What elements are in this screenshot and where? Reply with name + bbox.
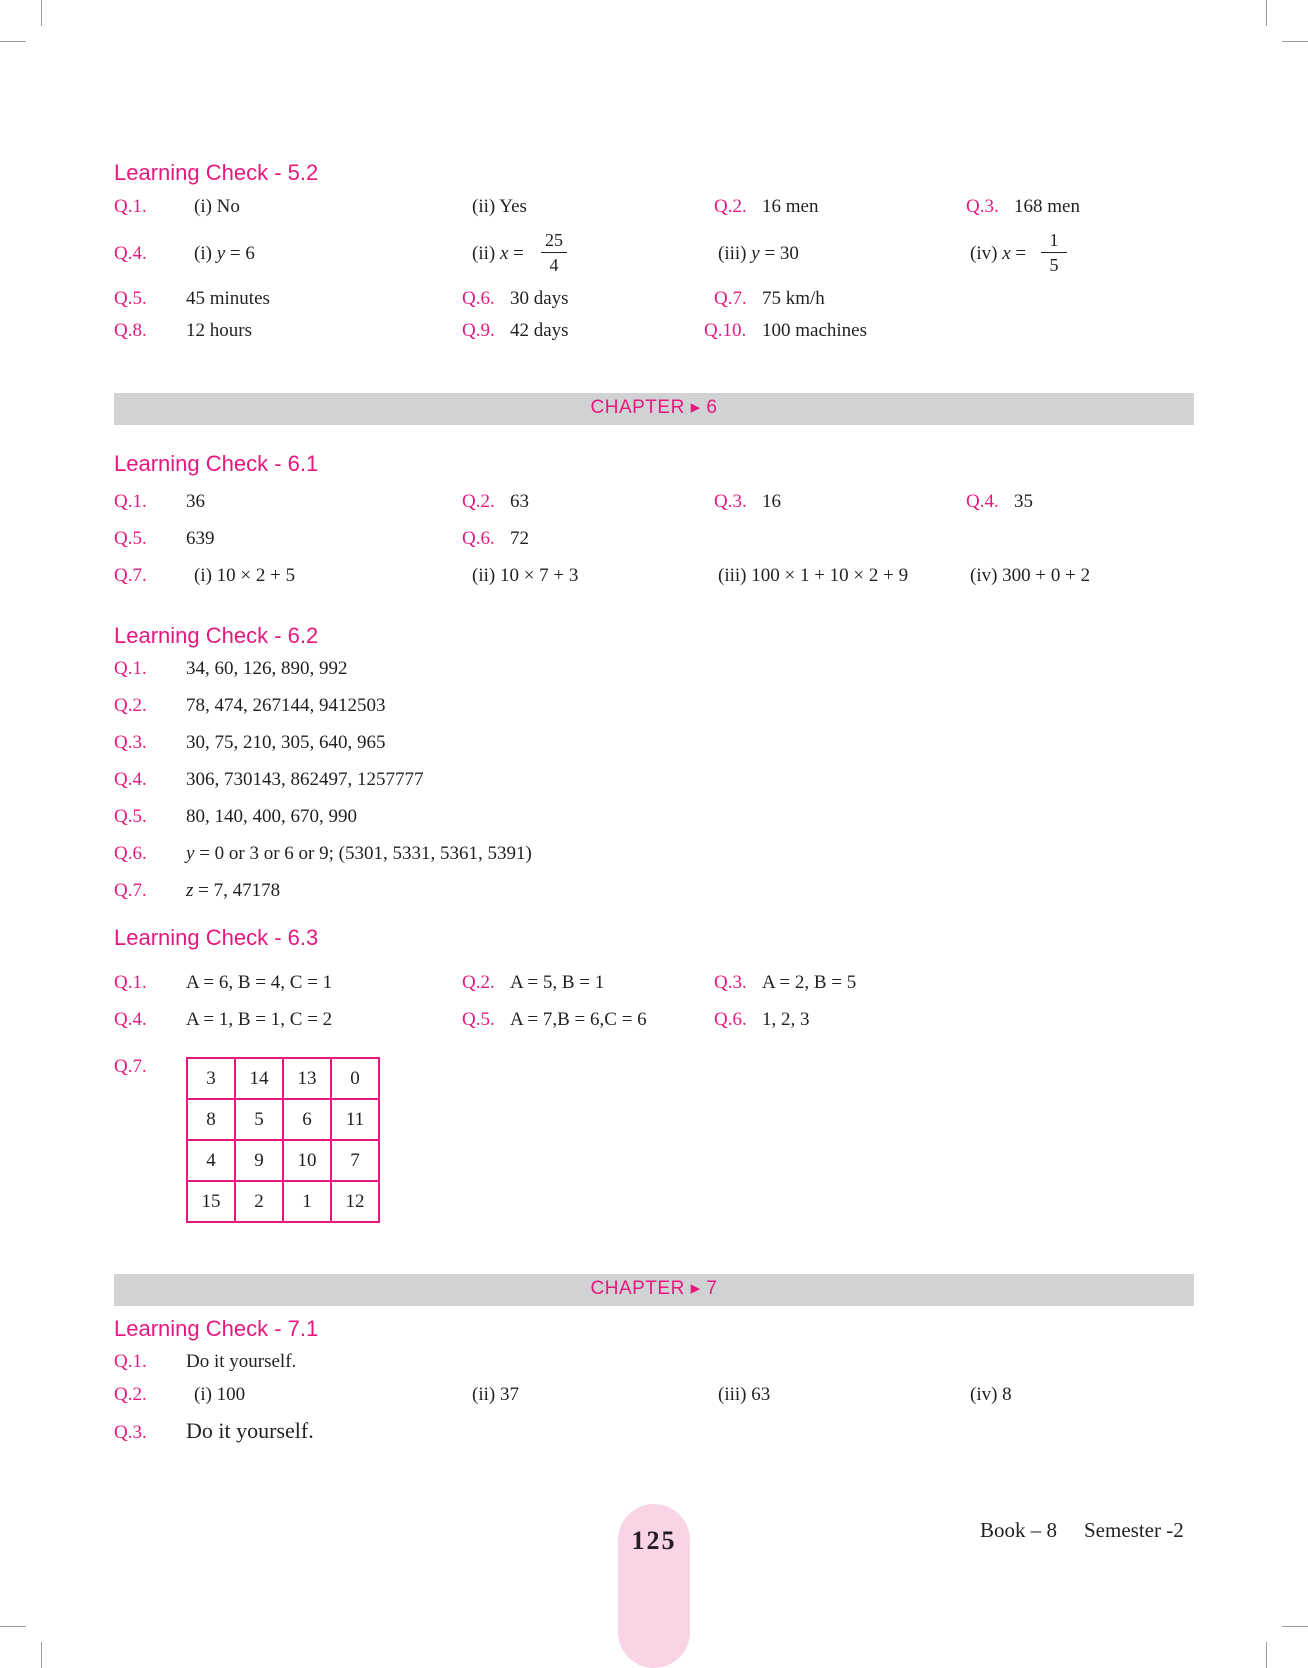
crop-mark [1266,0,1267,26]
fraction-numerator: 1 [1049,230,1059,250]
answer-text: Do it yourself. [186,1418,314,1443]
section-heading-5-2: Learning Check - 5.2 [114,160,319,185]
answer-text: 16 [762,491,781,512]
question-label: Q.3. [714,491,747,512]
question-label: Q.6. [714,1009,747,1030]
answer-text: 42 days [510,320,569,341]
question-label: Q.2. [114,695,147,716]
section-heading-6-3: Learning Check - 6.3 [114,925,319,950]
answer-text: 639 [186,528,215,549]
grid-cell: 2 [235,1181,283,1222]
grid-row [187,1140,379,1181]
answer-text: 100 machines [762,320,868,341]
chapter-word: CHAPTER [590,1278,685,1299]
answer-text: 80, 140, 400, 670, 990 [186,806,357,827]
question-label: Q.1. [114,1351,147,1372]
question-label: Q.6. [462,288,495,309]
fraction [541,229,567,276]
grid-cell: 15 [187,1181,235,1222]
fraction-bar [541,252,567,253]
answer-text: 30 days [510,288,569,309]
answer-text: A = 2, B = 5 [762,972,857,993]
question-label: Q.7. [114,565,147,586]
variable: y [186,843,195,864]
answer-prefix: (iii) [718,243,752,264]
chapter-label [114,1277,1194,1300]
grid-cell: 1 [283,1181,331,1222]
chapter-7-banner [114,1274,1194,1306]
grid-cell: 5 [235,1099,283,1140]
answer-text: (i) 100 [194,1384,246,1405]
variable: y [751,243,760,264]
chapter-number: 6 [706,397,718,418]
question-label: Q.2. [114,1384,147,1405]
answer-text: 16 men [762,196,819,217]
question-label: Q.1. [114,972,147,993]
question-label: Q.5. [114,806,147,827]
variable: z [186,880,194,901]
answer-text: A = 7,B = 6,C = 6 [510,1009,647,1030]
fraction [1041,229,1067,276]
answer-text: 30, 75, 210, 305, 640, 965 [186,732,386,753]
answer-text: (ii) 37 [472,1384,519,1405]
fraction-denominator: 5 [1049,255,1059,275]
question-label: Q.3. [714,972,747,993]
answer-suffix: = [1010,243,1027,264]
question-label: Q.7. [114,880,147,901]
question-label: Q.3. [966,196,999,217]
question-label: Q.4. [114,1009,147,1030]
answer-text: A = 5, B = 1 [510,972,605,993]
answer-text: (iv) 300 + 0 + 2 [970,565,1091,586]
variable: x [499,243,509,264]
chapter-arrow-icon: ▸ [690,397,701,418]
answer-text: 306, 730143, 862497, 1257777 [186,769,424,790]
question-label: Q.5. [114,288,147,309]
fraction-denominator: 4 [549,255,559,275]
crop-mark [41,1642,42,1668]
chapter-number: 7 [706,1278,718,1299]
answer-suffix: = 30 [759,243,799,264]
grid-cell: 8 [187,1099,235,1140]
page-number: 125 [631,1526,677,1555]
answer-text [194,243,255,265]
answer-text: (i) 10 × 2 + 5 [194,565,296,586]
grid-cell: 14 [235,1058,283,1099]
chapter-word: CHAPTER [590,397,685,418]
footer-book: Book – 8 [980,1518,1058,1542]
answer-text: (ii) 10 × 7 + 3 [472,565,579,586]
answer-prefix: (iv) [970,243,1003,264]
answer-text: (iii) 63 [718,1384,771,1405]
answer-text: 168 men [1014,196,1080,217]
grid-cell: 0 [331,1058,379,1099]
answer-suffix: = 6 [225,243,255,264]
question-label: Q.6. [462,528,495,549]
answer-prefix: (ii) [472,243,500,264]
crop-mark [1266,1642,1267,1668]
footer-semester: Semester -2 [1084,1518,1184,1542]
crop-mark [0,1626,26,1627]
answer-text [186,880,280,902]
answer-text: 63 [510,491,529,512]
question-label: Q.4. [114,243,147,264]
question-label: Q.5. [462,1009,495,1030]
answer-text: 12 hours [186,320,252,341]
answer-text [718,243,799,265]
answer-suffix: = 0 or 3 or 6 or 9; (5301, 5331, 5361, 5391) [194,843,532,864]
variable: x [1002,243,1011,264]
grid-row [187,1058,379,1099]
question-label: Q.2. [462,491,495,512]
answer-text [186,843,532,865]
grid-row [187,1099,379,1140]
crop-mark [1282,41,1308,42]
grid-cell: 7 [331,1140,379,1181]
answer-text: Do it yourself. [186,1351,297,1372]
answer-text: (iv) 8 [970,1384,1012,1405]
question-label: Q.1. [114,196,147,217]
chapter-label [114,396,1194,419]
answer-text: 35 [1014,491,1033,512]
answer-text: A = 1, B = 1, C = 2 [186,1009,333,1030]
question-label: Q.7. [114,1056,147,1077]
question-label: Q.9. [462,320,495,341]
crop-mark [41,0,42,26]
chapter-arrow-icon: ▸ [690,1278,701,1299]
chapter-6-banner [114,393,1194,425]
section-heading-6-1: Learning Check - 6.1 [114,451,319,476]
question-label: Q.1. [114,658,147,679]
answer-text: 78, 474, 267144, 9412503 [186,695,386,716]
answer-text: 45 minutes [186,288,270,309]
answer-suffix: = 7, 47178 [193,880,281,901]
answer-text: (ii) Yes [472,196,527,217]
question-label: Q.3. [114,732,147,753]
question-label: Q.10. [704,320,747,341]
variable: y [216,243,226,264]
answer-text: A = 6, B = 4, C = 1 [186,972,333,993]
crop-mark [0,41,26,42]
grid-cell: 3 [187,1058,235,1099]
grid-cell: 10 [283,1140,331,1181]
answer-text: 34, 60, 126, 890, 992 [186,658,348,679]
grid-cell: 13 [283,1058,331,1099]
fraction-numerator: 25 [545,230,563,250]
answer-text: 75 km/h [762,288,825,309]
grid-cell: 6 [283,1099,331,1140]
section-heading-7-1: Learning Check - 7.1 [114,1316,319,1341]
answer-text: (iii) 100 × 1 + 10 × 2 + 9 [718,565,909,586]
answer-suffix: = [508,243,524,264]
question-label: Q.4. [966,491,999,512]
question-label: Q.8. [114,320,147,341]
answer-text: (i) No [194,196,240,217]
grid-cell: 9 [235,1140,283,1181]
question-label: Q.2. [714,196,747,217]
answer-prefix: (i) [194,243,217,264]
grid-cell: 11 [331,1099,379,1140]
question-label: Q.4. [114,769,147,790]
question-label: Q.3. [114,1422,147,1443]
answer-text: 36 [186,491,205,512]
section-heading-6-2: Learning Check - 6.2 [114,623,319,648]
magic-square-grid [186,1057,380,1223]
crop-mark [1282,1626,1308,1627]
question-label: Q.2. [462,972,495,993]
question-label: Q.7. [714,288,747,309]
answer-text [970,243,1026,265]
answer-text [472,243,524,265]
question-label: Q.6. [114,843,147,864]
question-label: Q.1. [114,491,147,512]
grid-cell: 4 [187,1140,235,1181]
grid-row [187,1181,379,1222]
grid-cell: 12 [331,1181,379,1222]
fraction-bar [1041,252,1067,253]
answer-text: 72 [510,528,529,549]
answer-text: 1, 2, 3 [762,1009,810,1030]
question-label: Q.5. [114,528,147,549]
